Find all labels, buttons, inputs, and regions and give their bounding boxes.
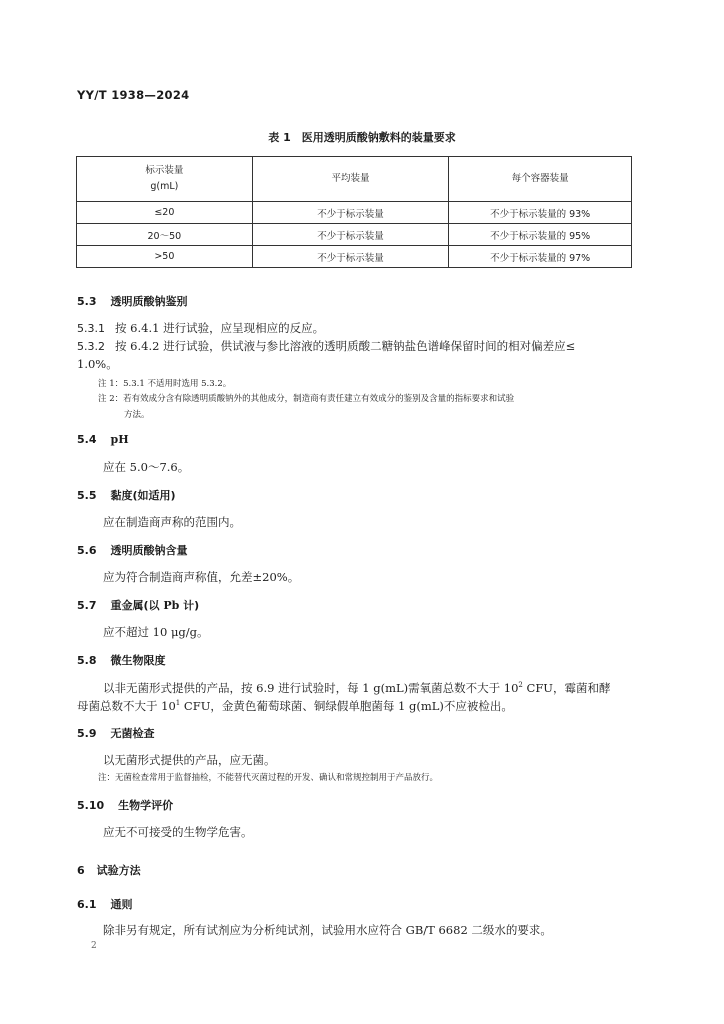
text-run: CFU，霉菌和酵 — [522, 681, 611, 695]
section-5-8-line2 — [77, 698, 513, 714]
note-2-line2: 方法。 — [124, 410, 150, 420]
section-number: 6.1 — [77, 898, 97, 911]
note-1: 注 1：5.3.1 不适用时选用 5.3.2。 — [98, 379, 232, 389]
para-5-3-1 — [77, 320, 324, 336]
section-5-7-heading — [77, 597, 199, 613]
clause-text: 按 6.4.1 进行试验，应呈现相应的反应。 — [115, 321, 325, 335]
section-title: 透明质酸钠含量 — [110, 544, 188, 557]
section-5-4-text: 应在 5.0～7.6。 — [103, 460, 190, 474]
section-5-8-heading — [77, 652, 166, 668]
cell-average: 不少于标示装量 — [252, 202, 449, 224]
fill-requirement-table — [76, 156, 632, 268]
cell-average: 不少于标示装量 — [252, 246, 449, 268]
section-5-9-text: 以无菌形式提供的产品，应无菌。 — [103, 753, 276, 767]
col-header-average-fill: 平均装量 — [252, 157, 449, 202]
para-5-3-2 — [77, 338, 575, 354]
section-title: 微生物限度 — [110, 654, 166, 667]
section-title: 试验方法 — [96, 864, 141, 877]
section-title: 通则 — [110, 898, 133, 911]
col-header-nominal-fill-unit: g(mL) — [150, 181, 179, 192]
text-run: CFU，金黄色葡萄球菌、铜绿假单胞菌每 1 g(mL)不应被检出。 — [180, 699, 513, 713]
section-number: 5.4 — [77, 433, 97, 446]
section-number: 6 — [77, 864, 85, 877]
section-5-8-line1 — [103, 680, 611, 696]
section-number: 5.10 — [77, 799, 105, 812]
cell-each: 不少于标示装量的 97% — [449, 246, 632, 268]
section-5-6-heading — [77, 542, 188, 558]
clause-text: 按 6.4.2 进行试验，供试液与参比溶液的透明质酸二糖钠盐色谱峰保留时间的相对偏差应≤ — [115, 339, 576, 353]
col-header-nominal-fill — [77, 157, 253, 202]
text-run: 以非无菌形式提供的产品，按 6.9 进行试验时，每 1 g(mL)需氧菌总数不大于 10 — [103, 681, 519, 695]
cell-each: 不少于标示装量的 95% — [449, 224, 632, 246]
table-row — [77, 202, 632, 224]
section-5-7-text: 应不超过 10 μg/g。 — [103, 625, 209, 639]
section-5-6-text: 应为符合制造商声称值，允差±20%。 — [103, 570, 300, 584]
section-title: 黏度(如适用) — [110, 489, 176, 502]
cell-nominal: >50 — [77, 246, 253, 268]
section-number: 5.6 — [77, 544, 97, 557]
section-5-9-heading — [77, 725, 155, 741]
section-6-1-text: 除非另有规定，所有试剂应为分析纯试剂，试验用水应符合 GB/T 6682 二级水的要求。 — [103, 923, 552, 937]
section-title: pH — [110, 433, 129, 446]
table-caption: 表 1 医用透明质酸钠敷料的装量要求 — [268, 131, 456, 144]
page-number: 2 — [91, 941, 97, 951]
section-title-pb: Pb — [163, 599, 180, 612]
col-header-nominal-fill-line1: 标示装量 — [145, 165, 184, 176]
section-5-9-note: 注：无菌检查常用于监督抽检，不能替代灭菌过程的开发、确认和常规控制用于产品放行。 — [98, 773, 439, 783]
cell-each: 不少于标示装量的 93% — [449, 202, 632, 224]
note-2-line1: 注 2：若有效成分含有除透明质酸钠外的其他成分，制造商有责任建立有效成分的鉴别及含量的指标要求和试验 — [98, 394, 515, 404]
superscript: 2 — [518, 681, 523, 689]
section-title-suffix: 计) — [179, 599, 200, 612]
section-number: 5.8 — [77, 654, 97, 667]
para-5-3-2-continued: 1.0%。 — [77, 357, 118, 371]
section-title: 生物学评价 — [118, 799, 174, 812]
clause-number: 5.3.1 — [77, 322, 105, 335]
section-number: 5.9 — [77, 727, 97, 740]
section-number: 5.7 — [77, 599, 97, 612]
section-title: 无菌检查 — [110, 727, 155, 740]
section-5-4-heading — [77, 433, 129, 446]
table-row — [77, 246, 632, 268]
table-header-row — [77, 157, 632, 202]
cell-nominal: ≤20 — [77, 202, 253, 224]
section-6-heading — [77, 862, 141, 878]
clause-number: 5.3.2 — [77, 340, 105, 353]
cell-average: 不少于标示装量 — [252, 224, 449, 246]
section-5-3-heading — [77, 293, 188, 309]
document-id-header: YY/T 1938—2024 — [77, 88, 190, 102]
col-header-each-container: 每个容器装量 — [449, 157, 632, 202]
section-title-prefix: 重金属(以 — [110, 599, 164, 612]
section-5-5-heading — [77, 487, 176, 503]
section-number: 5.3 — [77, 295, 97, 308]
section-number: 5.5 — [77, 489, 97, 502]
section-title: 透明质酸钠鉴别 — [110, 295, 188, 308]
section-5-5-text: 应在制造商声称的范围内。 — [103, 515, 241, 529]
superscript: 1 — [175, 699, 181, 707]
section-5-10-heading — [77, 797, 173, 813]
table-row — [77, 224, 632, 246]
section-6-1-heading — [77, 896, 133, 912]
cell-nominal: 20～50 — [77, 224, 253, 246]
text-run: 母菌总数不大于 10 — [77, 699, 176, 713]
section-5-10-text: 应无不可接受的生物学危害。 — [103, 825, 253, 839]
